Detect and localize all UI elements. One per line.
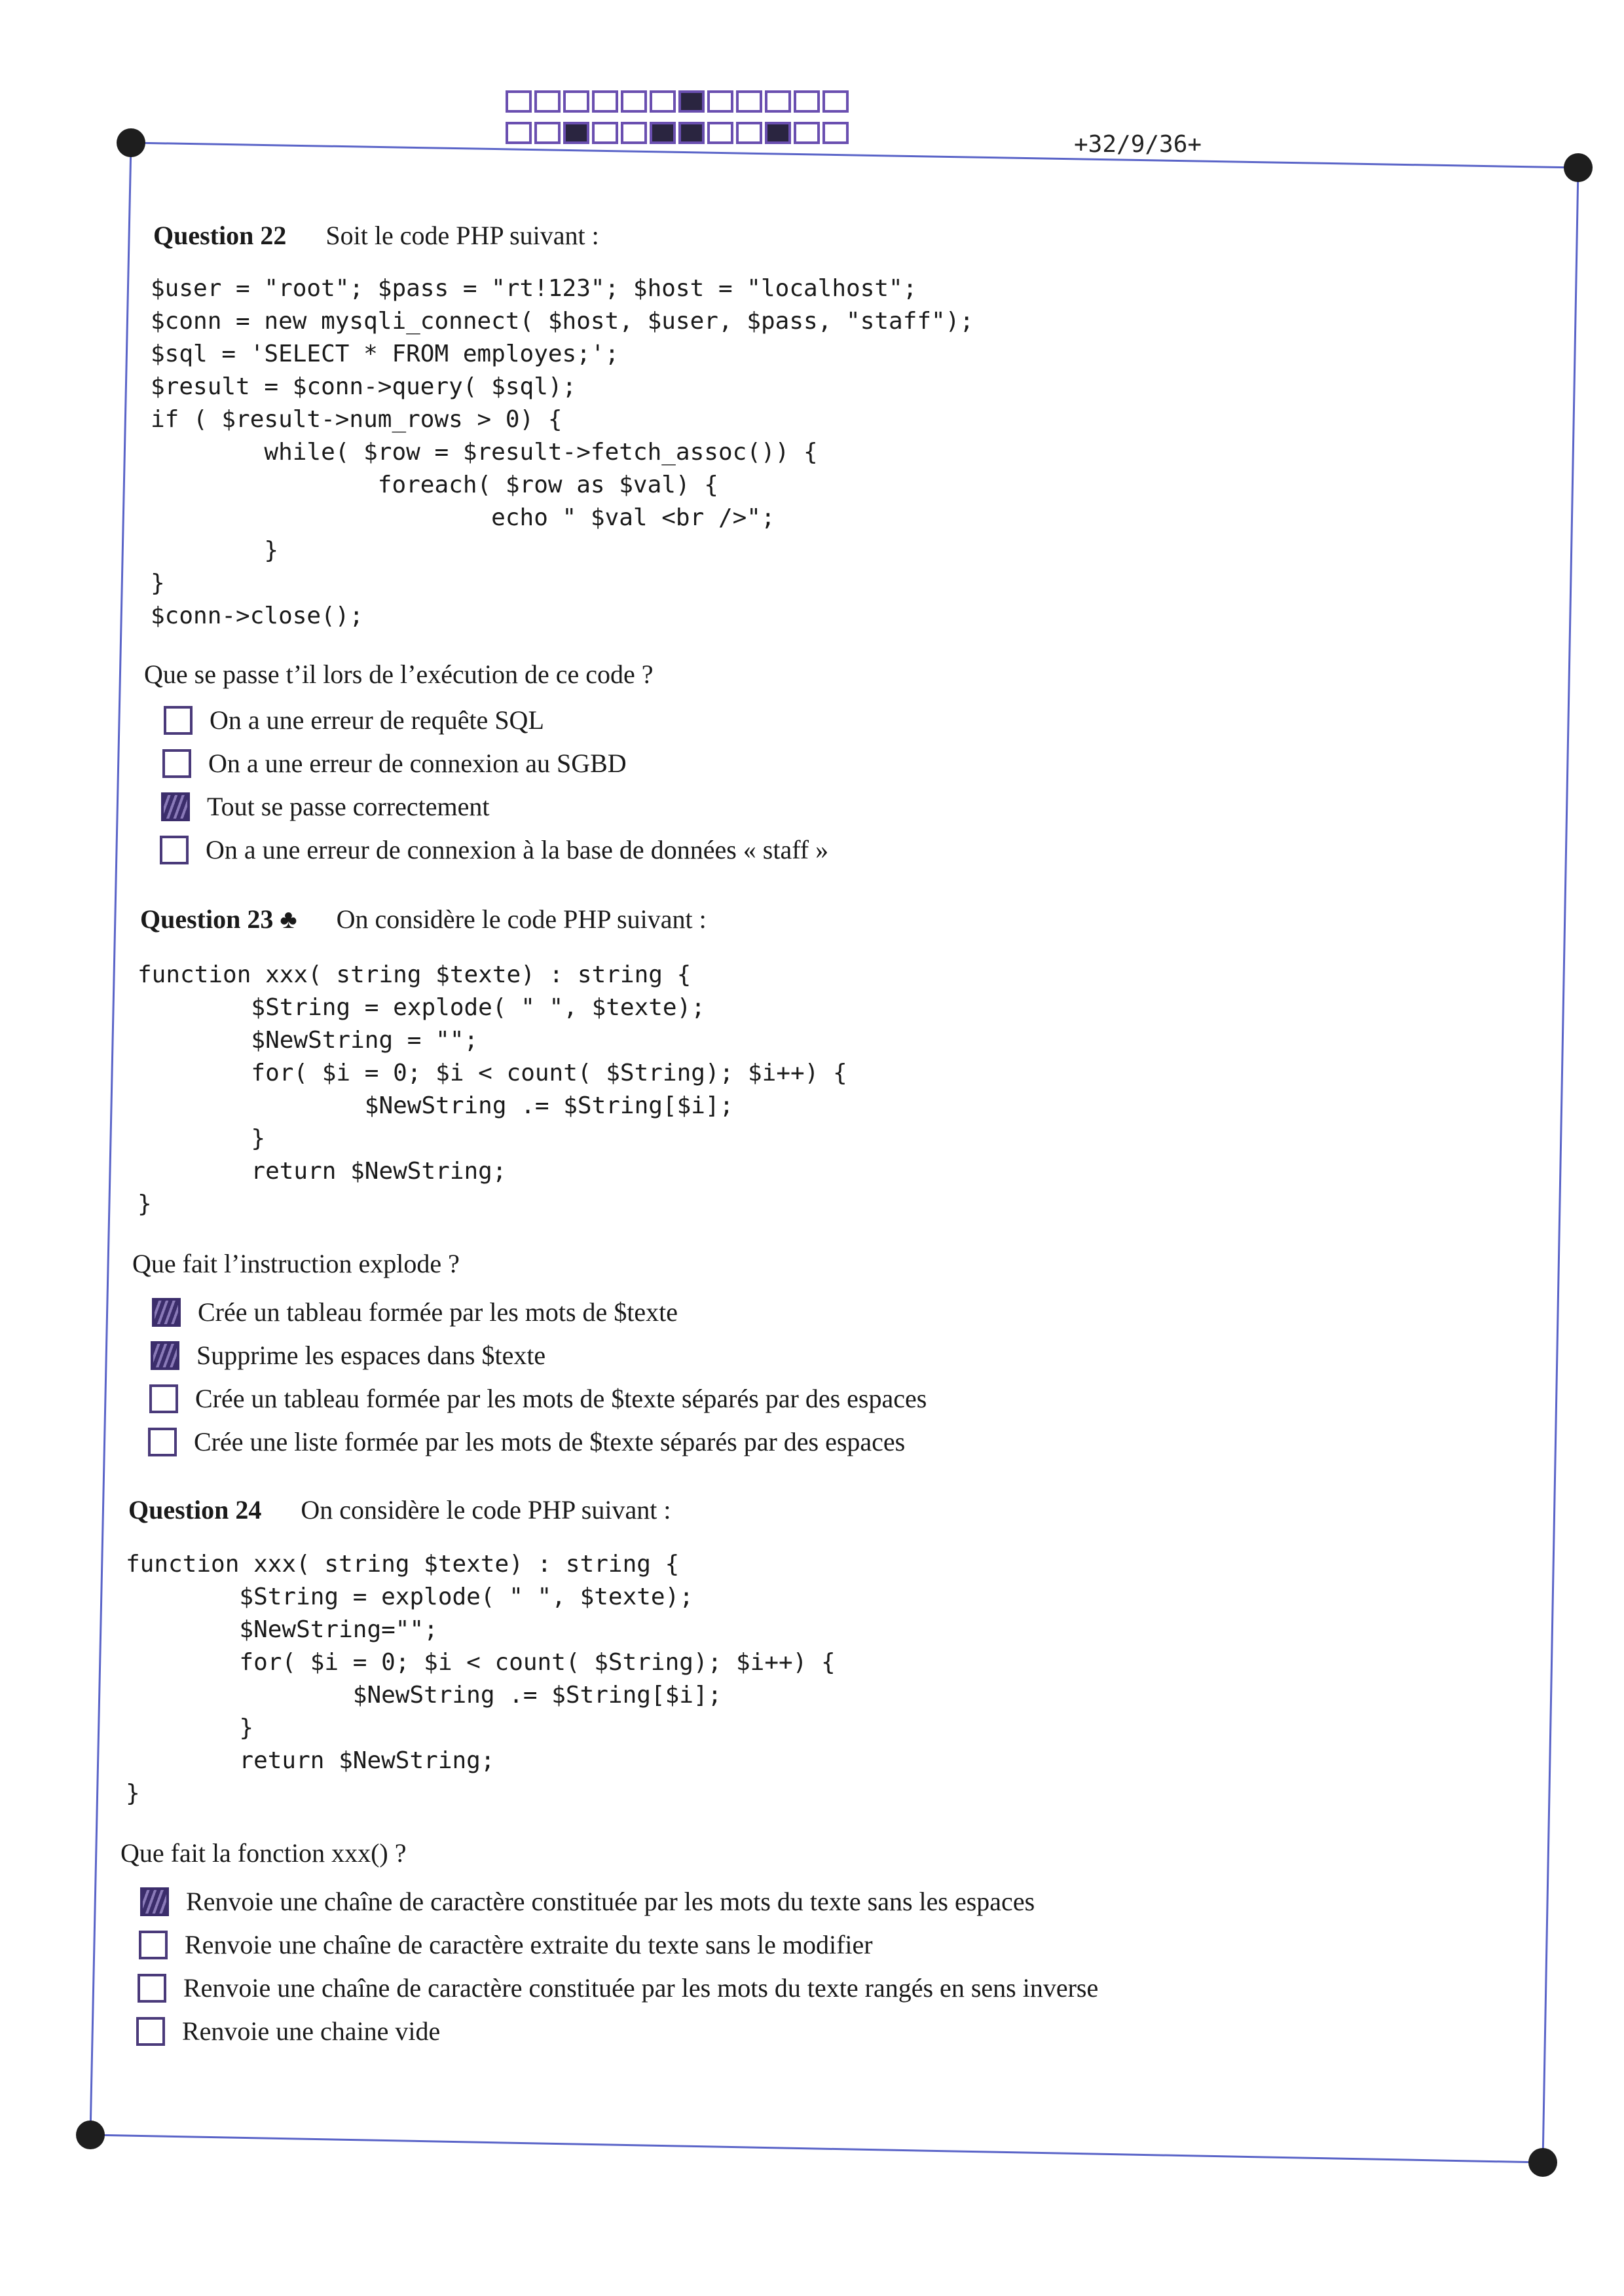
q23-choice-2[interactable]: [151, 1340, 545, 1371]
answer-checkbox[interactable]: [151, 1341, 179, 1370]
choice-label: On a une erreur de connexion au SGBD: [208, 749, 627, 778]
q23-choice-3[interactable]: [149, 1383, 927, 1414]
choice-label: Renvoie une chaîne de caractère extraite du texte sans le modifier: [185, 1930, 873, 1959]
q24-choice-1[interactable]: [140, 1886, 1035, 1917]
id-grid-cell: [678, 122, 705, 144]
q22-choice-4[interactable]: [160, 834, 828, 865]
choice-label: On a une erreur de connexion à la base de données « staff »: [206, 835, 829, 864]
question-number: Question 22: [153, 221, 287, 250]
choice-label: Renvoie une chaîne de caractère constituée par les mots du texte rangés en sens inverse: [183, 1973, 1099, 2003]
id-grid-cell: [563, 122, 589, 144]
q24-choice-4[interactable]: [136, 2016, 440, 2046]
choice-label: Crée un tableau formée par les mots de $texte: [198, 1297, 678, 1327]
id-grid-cell: [506, 122, 532, 144]
corner-marker-bottom-left: [76, 2120, 105, 2149]
id-grid-cell: [506, 90, 532, 113]
answer-checkbox[interactable]: [162, 749, 191, 778]
id-grid-cell: [650, 90, 676, 113]
answer-checkbox[interactable]: [136, 2017, 165, 2046]
id-grid-cell: [794, 122, 820, 144]
answer-checkbox[interactable]: [149, 1384, 178, 1413]
corner-marker-top-right: [1564, 153, 1593, 182]
id-grid-cell: [563, 90, 589, 113]
student-id-grid-row-2: [506, 122, 851, 144]
q24-choice-2[interactable]: [139, 1929, 873, 1960]
choice-label: Crée une liste formée par les mots de $texte séparés par des espaces: [194, 1427, 906, 1456]
choice-label: On a une erreur de requête SQL: [210, 705, 544, 735]
id-grid-cell: [736, 90, 762, 113]
id-grid-cell: [822, 122, 849, 144]
question-23-header: [140, 904, 707, 935]
id-grid-cell: [736, 122, 762, 144]
q22-choice-1[interactable]: [164, 705, 544, 735]
question-intro: On considère le code PHP suivant :: [301, 1495, 671, 1525]
corner-marker-bottom-right: [1528, 2148, 1557, 2177]
choice-label: Renvoie une chaîne de caractère constituée par les mots du texte sans les espaces: [186, 1887, 1035, 1916]
question-intro: Soit le code PHP suivant :: [325, 221, 599, 250]
id-grid-cell: [650, 122, 676, 144]
answer-checkbox[interactable]: [148, 1428, 177, 1456]
question-intro: On considère le code PHP suivant :: [336, 904, 707, 934]
id-grid-cell: [794, 90, 820, 113]
question-22-prompt: Que se passe t’il lors de l’exécution de ce code ?: [144, 659, 654, 689]
q23-choice-1[interactable]: [152, 1297, 678, 1327]
id-grid-cell: [621, 122, 647, 144]
id-grid-cell: [534, 90, 561, 113]
answer-checkbox[interactable]: [139, 1931, 168, 1959]
question-23-prompt: Que fait l’instruction explode ?: [132, 1249, 460, 1278]
question-24-prompt: Que fait la fonction xxx() ?: [120, 1838, 407, 1868]
id-grid-cell: [707, 90, 733, 113]
id-grid-cell: [707, 122, 733, 144]
question-23-code: function xxx( string $texte) : string { $String = explode( " ", $texte); $NewString = ""; for( $i = 0; $i < count( $String); $i++) { $NewString .= $String[$i]; } return $NewString; }: [138, 961, 847, 1217]
id-grid-cell: [621, 90, 647, 113]
question-24-header: [128, 1494, 671, 1525]
choice-label: Crée un tableau formée par les mots de $texte séparés par des espaces: [195, 1384, 927, 1413]
id-grid-cell: [592, 122, 618, 144]
answer-checkbox[interactable]: [152, 1298, 181, 1327]
answer-checkbox[interactable]: [164, 706, 193, 735]
id-grid-cell: [765, 122, 791, 144]
question-number: Question 24: [128, 1495, 262, 1525]
answer-checkbox[interactable]: [160, 836, 189, 864]
corner-marker-top-left: [117, 128, 145, 157]
q22-choice-3[interactable]: [161, 791, 489, 822]
choice-label: Renvoie une chaine vide: [182, 2016, 441, 2046]
question-24-code: function xxx( string $texte) : string { $String = explode( " ", $texte); $NewString=""; for( $i = 0; $i < count( $String); $i++) { $NewString .= $String[$i]; } return $NewString; }: [126, 1551, 836, 1807]
question-22-header: [153, 220, 599, 251]
question-22-code: $user = "root"; $pass = "rt!123"; $host = "localhost"; $conn = new mysqli_connect( $host, $user, $pass, "staff"); $sql = 'SELECT * FROM employes;'; $result = $conn->query( $sql); if ( $result->num_rows > 0) { while( $row = $result->fetch_assoc()) { foreach( $row as $val) { echo " $val <br />"; } } $conn->close();: [151, 275, 974, 629]
id-grid-cell: [765, 90, 791, 113]
copy-id: +32/9/36+: [1074, 131, 1202, 158]
q23-choice-4[interactable]: [148, 1426, 905, 1457]
id-grid-cell: [678, 90, 705, 113]
student-id-grid-row-1: [506, 90, 851, 113]
answer-checkbox[interactable]: [140, 1887, 169, 1916]
id-grid-cell: [822, 90, 849, 113]
q22-choice-2[interactable]: [162, 748, 627, 779]
choice-label: Tout se passe correctement: [207, 792, 490, 821]
choice-label: Supprime les espaces dans $texte: [196, 1341, 546, 1370]
question-number: Question 23 ♣: [140, 904, 297, 934]
answer-checkbox[interactable]: [161, 792, 190, 821]
id-grid-cell: [592, 90, 618, 113]
q24-choice-3[interactable]: [138, 1972, 1098, 2003]
answer-checkbox[interactable]: [138, 1974, 166, 2003]
id-grid-cell: [534, 122, 561, 144]
